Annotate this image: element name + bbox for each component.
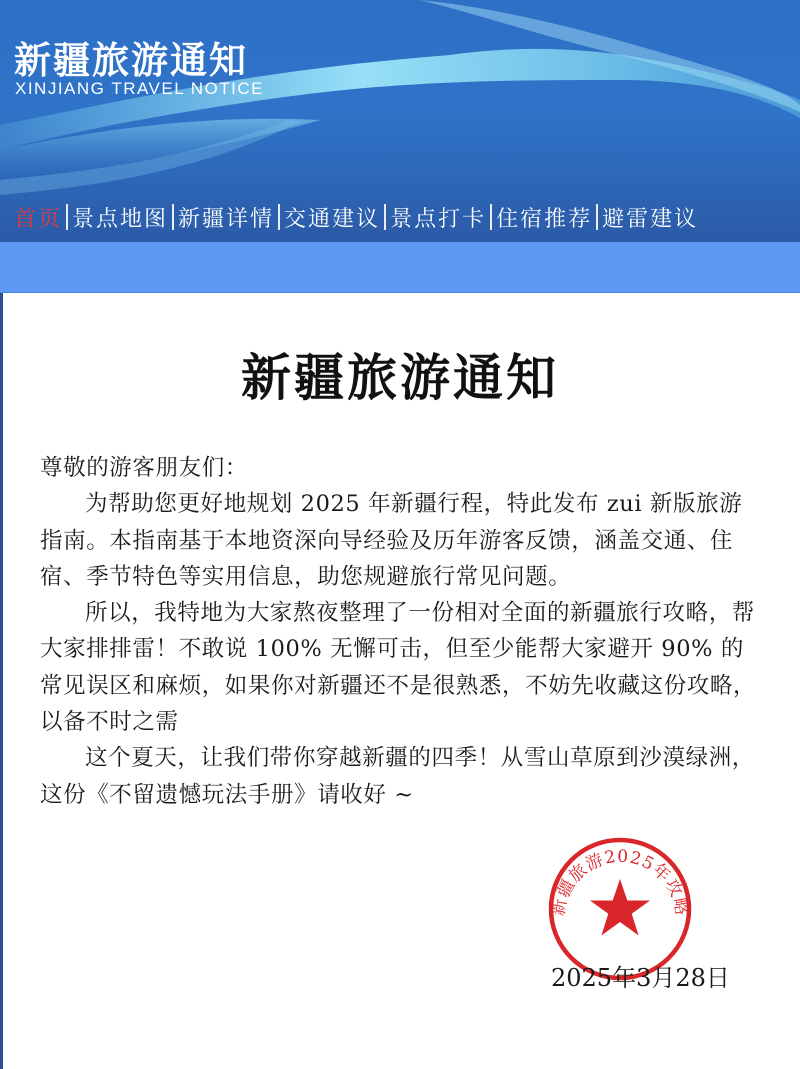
nav-item-lodging[interactable]: 住宿推荐 [496, 206, 593, 232]
star-icon [590, 879, 650, 936]
document-body [40, 450, 765, 813]
header-banner [0, 0, 800, 242]
seal-text: 新疆旅游2025年攻略 [548, 846, 692, 918]
paragraph-summer: 这个夏天，让我们带你穿越新疆的四季！从雪山草原到沙漠绿洲，这份《不留遗憾玩法手册》请收好 ~ [40, 745, 755, 808]
nav-item-checkin-spots[interactable]: 景点打卡 [390, 206, 487, 232]
paragraph-intro: 为帮助您更好地规划 2025 年新疆行程，特此发布 zui 新版旅游指南。本指南基于本地资深向导经验及历年游客反馈，涵盖交通、住宿、季节特色等实用信息，助您规避旅行常见问题。 [40, 491, 743, 590]
document-title: 新疆旅游通知 [241, 349, 559, 407]
greeting: 尊敬的游客朋友们： [40, 455, 248, 481]
paragraph-guide: 所以，我特地为大家熬夜整理了一份相对全面的新疆旅行攻略，帮大家排排雷！不敢说 100% 无懈可击，但至少能帮大家避开 90% 的常见误区和麻烦，如果你对新疆还不是很熟悉，不妨先收藏这份攻略，以备不时之需 [40, 600, 757, 736]
main-nav [14, 199, 698, 235]
document-date: 2025年3月28日 [551, 964, 730, 992]
nav-item-home[interactable]: 首页 [14, 206, 63, 232]
brand-title: 新疆旅游通知 [14, 39, 248, 82]
header-band [0, 242, 800, 293]
nav-item-xinjiang-details[interactable]: 新疆详情 [178, 206, 275, 232]
brand-subtitle: XINJIANG TRAVEL NOTICE [15, 79, 265, 98]
nav-separator [596, 204, 598, 230]
nav-item-transport-tips[interactable]: 交通建议 [284, 206, 381, 232]
nav-item-scenic-map[interactable]: 景点地图 [72, 206, 169, 232]
nav-separator [490, 204, 492, 230]
nav-separator [66, 204, 68, 230]
nav-separator [172, 204, 174, 230]
nav-separator [278, 204, 280, 230]
nav-separator [384, 204, 386, 230]
nav-item-pitfall-tips[interactable]: 避雷建议 [602, 206, 699, 232]
